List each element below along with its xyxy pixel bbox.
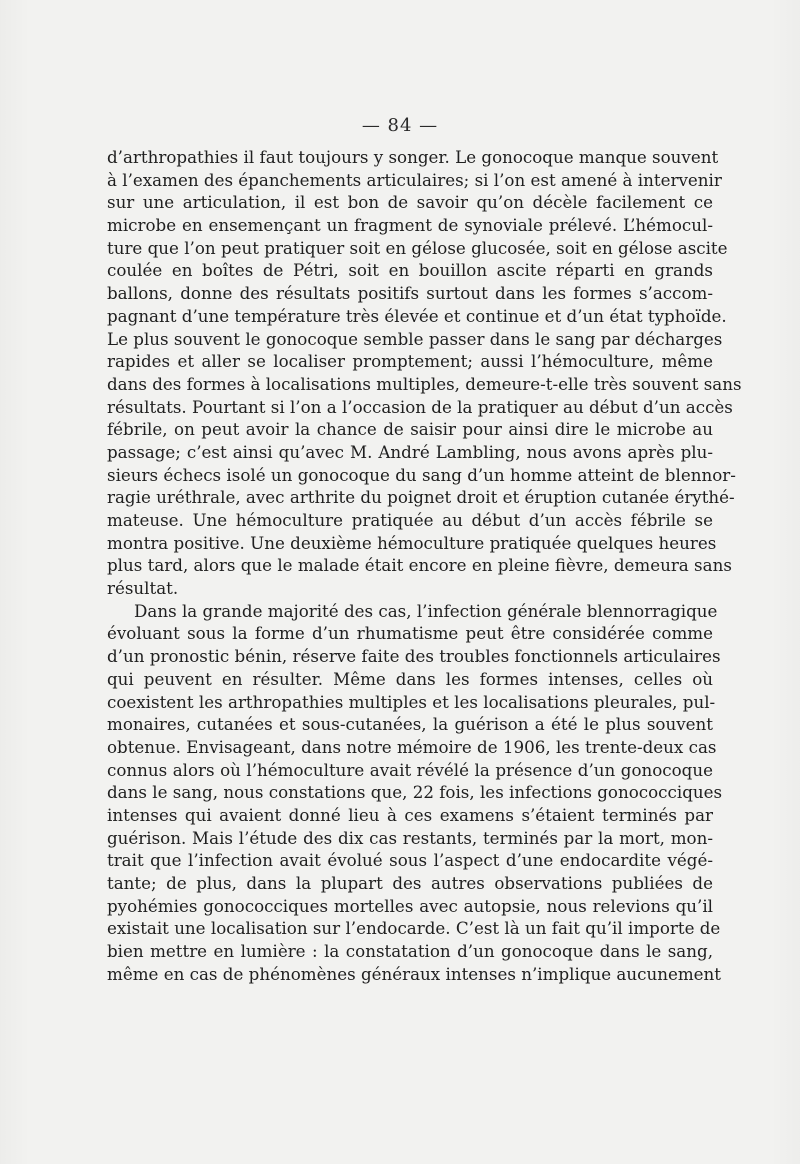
text-line: existait une localisation sur l’endocarde. C’est là un fait qu’il importe de <box>107 918 721 939</box>
text-line: obtenue. Envisageant, dans notre mémoire de 1906, les trente-deux cas <box>107 736 717 757</box>
text-line: rapides et aller se localiser promptement; aussi l’hémoculture, même <box>107 351 713 372</box>
text-line: résultat. <box>107 578 179 599</box>
text-line: dans des formes à localisations multiples, demeure-t-elle très souvent sans <box>107 373 742 394</box>
text-line: monaires, cutanées et sous-cutanées, la guérison a été le plus souvent <box>107 714 713 735</box>
text-line: dans le sang, nous constations que, 22 fois, les infections gonococciques <box>107 782 723 803</box>
text-line: pyohémies gonococciques mortelles avec autopsie, nous relevions qu’il <box>107 895 713 916</box>
text-line: bien mettre en lumière : la constatation d’un gonocoque dans le sang, <box>107 941 713 962</box>
text-line: ballons, donne des résultats positifs surtout dans les formes s’accom- <box>107 283 713 304</box>
text-line: ragie uréthrale, avec arthrite du poignet droit et éruption cutanée érythé- <box>107 487 735 508</box>
text-line: évoluant sous la forme d’un rhumatisme peut être considérée comme <box>107 623 713 644</box>
text-line: plus tard, alors que le malade était encore en pleine fièvre, demeura sans <box>107 555 732 576</box>
text-line: d’arthropathies il faut toujours y songer. Le gonocoque manque souvent <box>107 147 719 167</box>
text-line: qui peuvent en résulter. Même dans les formes intenses, celles où <box>107 668 713 689</box>
text-line: microbe en ensemençant un fragment de synoviale prélevé. L’hémocul- <box>107 215 713 236</box>
page-number: — 84 — <box>361 115 439 136</box>
text-line: intenses qui avaient donné lieu à ces examens s’étaient terminés par <box>107 804 713 825</box>
paragraph-first-line: Dans la grande majorité des cas, l’infection générale blennorragique <box>134 600 718 621</box>
text-line: connus alors où l’hémoculture avait révélé la présence d’un gonocoque <box>107 759 713 780</box>
text-line: trait que l’infection avait évolué sous l’aspect d’une endocardite végé- <box>107 850 713 871</box>
text-line: guérison. Mais l’étude des dix cas restants, terminés par la mort, mon- <box>107 827 713 848</box>
text-line: même en cas de phénomènes généraux intenses n’implique aucunement <box>107 963 721 984</box>
text-line: fébrile, on peut avoir la chance de saisir pour ainsi dire le microbe au <box>107 419 713 440</box>
text-line: mateuse. Une hémoculture pratiquée au début d’un accès fébrile se <box>107 510 713 530</box>
text-line: résultats. Pourtant si l’on a l’occasion de la pratiquer au début d’un accès <box>107 396 733 417</box>
text-line: Le plus souvent le gonocoque semble passer dans le sang par décharges <box>107 328 723 349</box>
text-line: ture que l’on peut pratiquer soit en gélose glucosée, soit en gélose ascite <box>107 237 728 258</box>
body-text <box>107 146 742 985</box>
text-line: d’un pronostic bénin, réserve faite des troubles fonctionnels articulaires <box>107 646 721 667</box>
text-line: montra positive. Une deuxième hémoculture pratiquée quelques heures <box>107 532 717 553</box>
text-line: sieurs échecs isolé un gonocoque du sang d’un homme atteint de blennor- <box>107 464 736 485</box>
text-line: coulée en boîtes de Pétri, soit en bouillon ascite réparti en grands <box>107 260 713 281</box>
text-line: tante; de plus, dans la plupart des autres observations publiées de <box>107 873 713 893</box>
text-line: pagnant d’une température très élevée et continue et d’un état typhoïde. <box>107 305 727 326</box>
text-line: à l’examen des épanchements articulaires; si l’on est amené à intervenir <box>107 169 722 190</box>
text-line: coexistent les arthropathies multiples et les localisations pleurales, pul- <box>107 691 716 712</box>
text-line: sur une articulation, il est bon de savoir qu’on décèle facilement ce <box>107 192 713 213</box>
text-line: passage; c’est ainsi qu’avec M. André Lambling, nous avons après plu- <box>107 441 713 462</box>
